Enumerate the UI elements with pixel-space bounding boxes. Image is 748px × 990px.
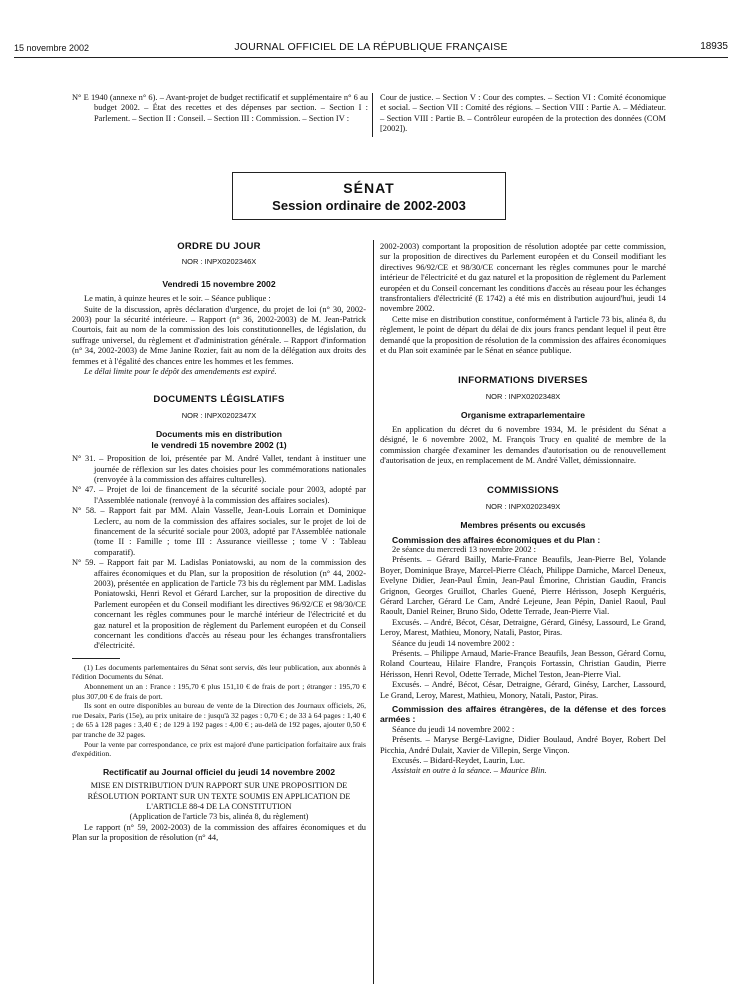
comm-pres2: Présents. – Philippe Arnaud, Marie-France Beaufils, Jean Besson, Gérard Cornu, Roland Courteau, Hilaire Flandre, François Fortassin, Christian Gaudin, Pierre Hérisson, Henri Revol, Odette Terrade, Michel Teston, Jean-Pierre Vial. — [380, 649, 666, 679]
footnote: Abonnement un an : France : 195,70 € plus 151,10 € de frais de port ; étranger : 195,70 € plus 307,00 € de frais de port. — [72, 682, 366, 701]
doc-item: N° 59. – Rapport fait par M. Ladislas Poniatowski, au nom de la commission des affaires économiques et du Plan, sur la proposition de résolution (n° 44, 2002-2003), présentée en application de l'article 73 bis du règlement par MM. Ladislas Poniatowski, Henri Revol et Gérard Larcher, sur la proposition de directive du Parlement européen et du Conseil modifiant les directives 96/92/CE et 98/30/CE concernant les règles communes pour le marché intérieur de l'électricité et du gaz naturel et la proposition de règlement du Parlement européen et du Conseil concernant les conditions d'accès au réseau pour les échanges transfrontaliers d'électricité. — [72, 558, 366, 651]
rectif-app: (Application de l'article 73 bis, alinéa 8, du règlement) — [129, 812, 309, 822]
rectif-caps: MISE EN DISTRIBUTION D'UN RAPPORT SUR UNE PROPOSITION DE RÉSOLUTION PORTANT SUR UN TEXTE SOUMIS EN APPLICATION DE L'ARTICLE 88-4 DE LA CONSTITUTION — [87, 781, 351, 811]
comm-nor: NOR : INPX0202349X — [485, 501, 561, 511]
docs-nor: NOR : INPX0202347X — [181, 410, 257, 420]
column-divider-top — [372, 93, 373, 137]
comm-exc2: Excusés. – André, Bécot, César, Detraigne, Gérard, Ginésy, Larcher, Lassourd, Le Grand, Leroy, Marest, Mathieu, Monory, Natali, Pastor, Piras. — [380, 680, 666, 700]
senat-title: SÉNAT — [343, 180, 395, 196]
footnote-rule — [72, 658, 120, 659]
comm-s2: Séance du jeudi 14 novembre 2002 : — [392, 638, 515, 648]
comm-exc1: Excusés. – André, Bécot, César, Detraigne, Gérard, Ginésy, Lassourd, Le Grand, Leroy, Marest, Mathieu, Monory, Natali, Pastor, Piras. — [380, 617, 666, 638]
docs-sub2: le vendredi 15 novembre 2002 (1) — [151, 439, 287, 450]
info-sub: Organisme extraparlementaire — [460, 410, 586, 421]
comm-s3: Séance du jeudi 14 novembre 2002 : — [392, 724, 515, 734]
header-rule — [14, 57, 728, 58]
comm-sub: Membres présents ou excusés — [460, 520, 586, 531]
senat-title-box — [232, 172, 506, 220]
footnote: Pour la vente par correspondance, ce prix est majoré d'une participation forfaitaire aux frais d'expédition. — [72, 739, 366, 759]
top-right-text: Cour de justice. – Section V : Cour des comptes. – Section VI : Comité économique et social. – Section VII : Comité des régions. – Section VIII : Partie A. – Médiateur. – Section VIII : Partie B. – Contrôleur européen de la protection des données (COM [2002]). — [380, 93, 666, 134]
info-p1: En application du décret du 6 novembre 1934, M. le président du Sénat a désigné, le 6 novembre 2002, M. François Trucy en qualité de membre de la commission chargée d'examiner les demandes d'autorisation ou de renouvellement d'autorisation de jeux, en remplacement de M. André Vallet, démissionnaire. — [380, 424, 666, 465]
header-date: 15 novembre 2002 — [14, 43, 90, 53]
rectif-p1: Le rapport (n° 59, 2002-2003) de la commission des affaires économiques et du Plan sur la proposition de résolution (n° 44, — [72, 822, 366, 843]
senat-subtitle: Session ordinaire de 2002-2003 — [272, 198, 466, 213]
comm-c1: Commission des affaires économiques et du Plan : — [392, 534, 601, 545]
right-p1: 2002-2003) comportant la proposition de résolution adoptée par cette commission, sur la proposition de directives du Parlement européen et du Conseil modifiant les directives 96/92/CE et 98/30/CE concernant les règles communes pour le marché intérieur de l'électricité et du gaz naturel et la proposition de règlement du Parlement européen et du Conseil concernant les conditions d'accès au réseau pour les échanges transfrontaliers d'électricité (E 1742) a été mis en distribution aujourd'hui, jeudi 14 novembre 2002. — [380, 242, 666, 314]
ordre-nor: NOR : INPX0202346X — [181, 257, 257, 267]
docs-sub1: Documents mis en distribution — [155, 429, 283, 440]
comm-s1: 2e séance du mercredi 13 novembre 2002 : — [392, 544, 536, 554]
doc-item: N° 58. – Rapport fait par MM. Alain Vasselle, Jean-Louis Lorrain et Dominique Leclerc, au nom de la commission des affaires sociales, sur le projet de loi de financement de la sécurité sociale pour 2003, adopté par l'Assemblée nationale (tome II : Famille ; tome III : Assurance vieillesse ; tome V : Tableau comparatif). — [72, 506, 366, 557]
right-p2: Cette mise en distribution constitue, conformément à l'article 73 bis, alinéa 8, du règlement, le point de départ du délai de dix jours francs pendant lequel il peut être demandé que la proposition de résolution de la commission des affaires économiques et du Plan soit examinée par le Sénat en séance publique. — [380, 314, 666, 356]
comm-c2: Commission des affaires étrangères, de la défense et des forces armées : — [380, 704, 666, 725]
comm-pres3: Présents. – Maryse Bergé-Lavigne, Didier Boulaud, André Boyer, Robert Del Picchia, André Dulait, Xavier de Villepin, Serge Vinçon. — [380, 735, 666, 755]
top-left-block — [72, 93, 368, 124]
docs-heading: DOCUMENTS LÉGISLATIFS — [153, 394, 285, 406]
running-header — [14, 40, 728, 56]
right-column — [380, 242, 666, 777]
ordre-day: Vendredi 15 novembre 2002 — [162, 278, 276, 289]
footnote: Ils sont en outre disponibles au bureau de vente de la Direction des Journaux officiels, 26, rue Desaix, Paris (15e), au prix unitaire de : jusqu'à 32 pages : 0,70 € ; de 33 à 64 pages : 1,40 € ; de 65 à 128 pages : 3,40 € ; de 129 à 192 pages : 4,00 € ; au-delà de 192 pages, ajouter 0,50 € par tranche de 32 pages. — [72, 701, 366, 739]
comm-heading: COMMISSIONS — [487, 485, 559, 497]
info-heading: INFORMATIONS DIVERSES — [458, 375, 588, 387]
rectif-title: Rectificatif au Journal officiel du jeudi 14 novembre 2002 — [102, 766, 336, 777]
comm-ass3: Assistait en outre à la séance. – Maurice Blin. — [392, 766, 547, 776]
top-right-block — [380, 93, 666, 135]
ordre-heading: ORDRE DU JOUR — [177, 241, 261, 252]
ordre-p2: Suite de la discussion, après déclaration d'urgence, du projet de loi (n° 30, 2002-2003) pour la sécurité intérieure. – Rapport (n° 36, 2002-2003) de M. Jean-Patrick Courtois, fait au nom de la commission des lois constitutionnelles, de législation, du suffrage universel, du règlement et d'administration générale. – Rapport d'information (n° 34, 2002-2003) de Mme Janine Rozier, fait au nom de la délégation aux droits des femmes et à l'égalité des chances entre les hommes et les femmes. — [72, 304, 366, 366]
header-title: JOURNAL OFFICIEL DE LA RÉPUBLIQUE FRANÇAISE — [234, 41, 508, 53]
ordre-p1: Le matin, à quinze heures et le soir. – Séance publique : — [84, 294, 271, 304]
top-left-text: N° E 1940 (annexe n° 6). – Avant-projet de budget rectificatif et supplémentaire n° 6 au budget 2002. – État des recettes et des dépenses par section. – Section I : Parlement. – Section II : Conseil. – Section III : Commission. – Section IV : — [72, 93, 368, 123]
ordre-p3: Le délai limite pour le dépôt des amendements est expiré. — [84, 367, 277, 377]
left-column — [72, 242, 366, 844]
comm-pres1: Présents. – Gérard Bailly, Marie-France Beaufils, Jean-Pierre Bel, Yolande Boyer, Dominique Braye, Marcel-Pierre Cléach, Philippe Darniche, Marcel Deneux, Evelyne Didier, Jean-Paul Émin, Jean-Paul Émorine, Christian Gaudin, Francis Grignon, Georges Gruillot, Charles Guené, Pierre Hérisson, Joseph Kerguéris, Gérard Larcher, Gérard Le Cam, André Lejeune, Jean Pépin, Daniel Raoul, Paul Raoult, Daniel Reiner, Bruno Sido, Odette Terrade, Jean-Pierre Vial. — [380, 555, 666, 617]
footnote: (1) Les documents parlementaires du Sénat sont servis, dès leur publication, aux abonnés à l'édition Documents du Sénat. — [72, 662, 366, 682]
column-divider — [373, 240, 374, 984]
comm-exc3: Excusés. – Bidard-Reydet, Laurin, Luc. — [392, 756, 526, 766]
info-nor: NOR : INPX0202348X — [485, 391, 561, 401]
doc-item: N° 31. – Proposition de loi, présentée par M. André Vallet, tendant à instituer une journée de réflexion sur les dates choisies pour les commémorations nationales (renvoyée à la commission des affaires culturelles). — [72, 454, 366, 484]
doc-item: N° 47. – Projet de loi de financement de la sécurité sociale pour 2003, adopté par l'Assemblée nationale (renvoyé à la commission des affaires sociales). — [72, 485, 366, 505]
header-page-number: 18935 — [700, 41, 728, 52]
